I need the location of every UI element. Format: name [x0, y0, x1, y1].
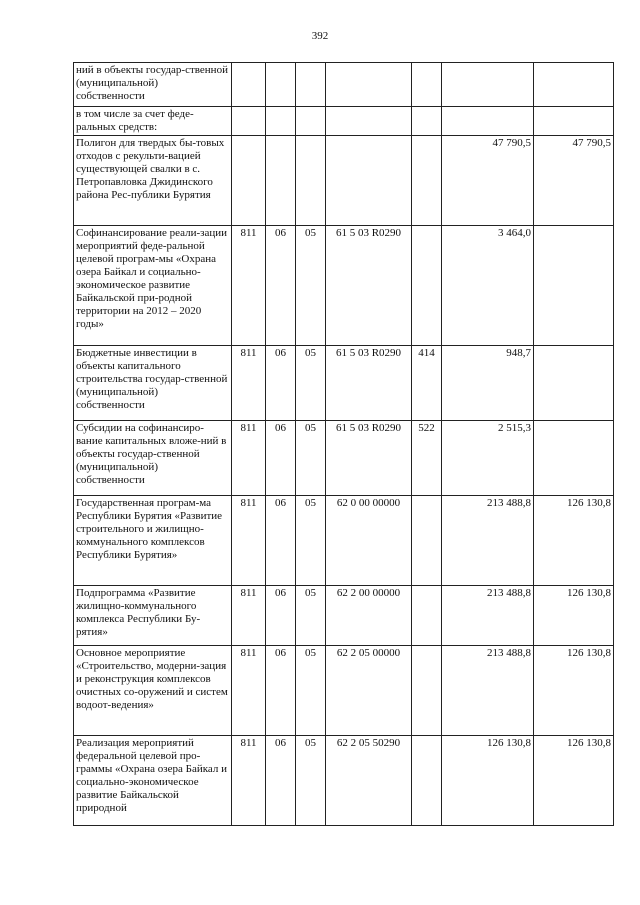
ministry-code: 811 — [232, 496, 266, 586]
section-code: 06 — [266, 736, 296, 826]
subsection-code: 05 — [296, 346, 326, 421]
amount-year-1: 3 464,0 — [442, 226, 534, 346]
expense-type-code — [412, 107, 442, 136]
row-name: ний в объекты государ-ственной (муниципальной) собственности — [74, 63, 232, 107]
amount-year-1: 2 515,3 — [442, 421, 534, 496]
amount-year-2 — [534, 63, 614, 107]
section-code: 06 — [266, 496, 296, 586]
expense-type-code: 414 — [412, 346, 442, 421]
amount-year-2: 126 130,8 — [534, 586, 614, 646]
expense-type-code — [412, 226, 442, 346]
table-row — [74, 136, 614, 226]
target-article-code: 61 5 03 R0290 — [326, 346, 412, 421]
row-name: в том числе за счет феде-ральных средств: — [74, 107, 232, 136]
table-row — [74, 107, 614, 136]
section-code — [266, 107, 296, 136]
row-name: Подпрограмма «Развитие жилищно-коммунального комплекса Республики Бу-рятия» — [74, 586, 232, 646]
page-number: 392 — [311, 30, 329, 42]
target-article-code: 62 2 00 00000 — [326, 586, 412, 646]
row-name: Основное мероприятие «Строительство, модерни-зация и реконструкция комплексов очистных со-оружений и систем водоот-ведения» — [74, 646, 232, 736]
expense-type-code — [412, 63, 442, 107]
amount-year-1: 47 790,5 — [442, 136, 534, 226]
row-name: Государственная програм-ма Республики Бурятия «Развитие строительного и жилищно-коммунального комплексов Республики Бурятия» — [74, 496, 232, 586]
subsection-code: 05 — [296, 586, 326, 646]
target-article-code — [326, 136, 412, 226]
amount-year-1: 126 130,8 — [442, 736, 534, 826]
table-row — [74, 421, 614, 496]
amount-year-2 — [534, 421, 614, 496]
subsection-code: 05 — [296, 226, 326, 346]
table-row — [74, 226, 614, 346]
budget-table — [73, 62, 614, 826]
subsection-code — [296, 136, 326, 226]
ministry-code: 811 — [232, 736, 266, 826]
target-article-code: 62 2 05 50290 — [326, 736, 412, 826]
amount-year-1: 213 488,8 — [442, 496, 534, 586]
ministry-code: 811 — [232, 586, 266, 646]
subsection-code: 05 — [296, 736, 326, 826]
ministry-code: 811 — [232, 646, 266, 736]
row-name: Реализация мероприятий федеральной целевой про-граммы «Охрана озера Байкал и социально-экономическое развитие Байкальской природной — [74, 736, 232, 826]
amount-year-2 — [534, 226, 614, 346]
table-row — [74, 63, 614, 107]
section-code: 06 — [266, 226, 296, 346]
amount-year-1 — [442, 107, 534, 136]
target-article-code — [326, 63, 412, 107]
expense-type-code — [412, 736, 442, 826]
subsection-code: 05 — [296, 646, 326, 736]
section-code: 06 — [266, 421, 296, 496]
subsection-code — [296, 107, 326, 136]
target-article-code: 61 5 03 R0290 — [326, 421, 412, 496]
section-code — [266, 136, 296, 226]
table-row — [74, 496, 614, 586]
expense-type-code — [412, 496, 442, 586]
target-article-code: 62 0 00 00000 — [326, 496, 412, 586]
ministry-code: 811 — [232, 346, 266, 421]
section-code: 06 — [266, 346, 296, 421]
row-name: Полигон для твердых бы-товых отходов с рекульти-вацией существующей свалки в с. Петропавловка Джидинского района Рес-публики Бурятия — [74, 136, 232, 226]
section-code: 06 — [266, 646, 296, 736]
amount-year-2 — [534, 107, 614, 136]
ministry-code — [232, 136, 266, 226]
table-row — [74, 586, 614, 646]
section-code — [266, 63, 296, 107]
row-name: Софинансирование реали-зации мероприятий феде-ральной целевой програм-мы «Охрана озера Байкал и социально-экономическое развитие Байкальской при-родной территории на 2012 – 2020 годы» — [74, 226, 232, 346]
ministry-code — [232, 63, 266, 107]
expense-type-code — [412, 586, 442, 646]
row-name: Субсидии на софинансиро-вание капитальных вложе-ний в объекты государ-ственной (муниципальной) собственности — [74, 421, 232, 496]
ministry-code: 811 — [232, 226, 266, 346]
subsection-code: 05 — [296, 496, 326, 586]
amount-year-2 — [534, 346, 614, 421]
ministry-code: 811 — [232, 421, 266, 496]
row-name: Бюджетные инвестиции в объекты капитального строительства государ-ственной (муниципальной) собственности — [74, 346, 232, 421]
target-article-code: 62 2 05 00000 — [326, 646, 412, 736]
amount-year-2: 47 790,5 — [534, 136, 614, 226]
amount-year-1: 213 488,8 — [442, 646, 534, 736]
amount-year-1 — [442, 63, 534, 107]
target-article-code: 61 5 03 R0290 — [326, 226, 412, 346]
ministry-code — [232, 107, 266, 136]
expense-type-code — [412, 646, 442, 736]
expense-type-code — [412, 136, 442, 226]
amount-year-2: 126 130,8 — [534, 646, 614, 736]
amount-year-2: 126 130,8 — [534, 736, 614, 826]
expense-type-code: 522 — [412, 421, 442, 496]
table-row — [74, 736, 614, 826]
table-row — [74, 346, 614, 421]
target-article-code — [326, 107, 412, 136]
amount-year-1: 213 488,8 — [442, 586, 534, 646]
table-row — [74, 646, 614, 736]
amount-year-2: 126 130,8 — [534, 496, 614, 586]
subsection-code: 05 — [296, 421, 326, 496]
section-code: 06 — [266, 586, 296, 646]
amount-year-1: 948,7 — [442, 346, 534, 421]
subsection-code — [296, 63, 326, 107]
